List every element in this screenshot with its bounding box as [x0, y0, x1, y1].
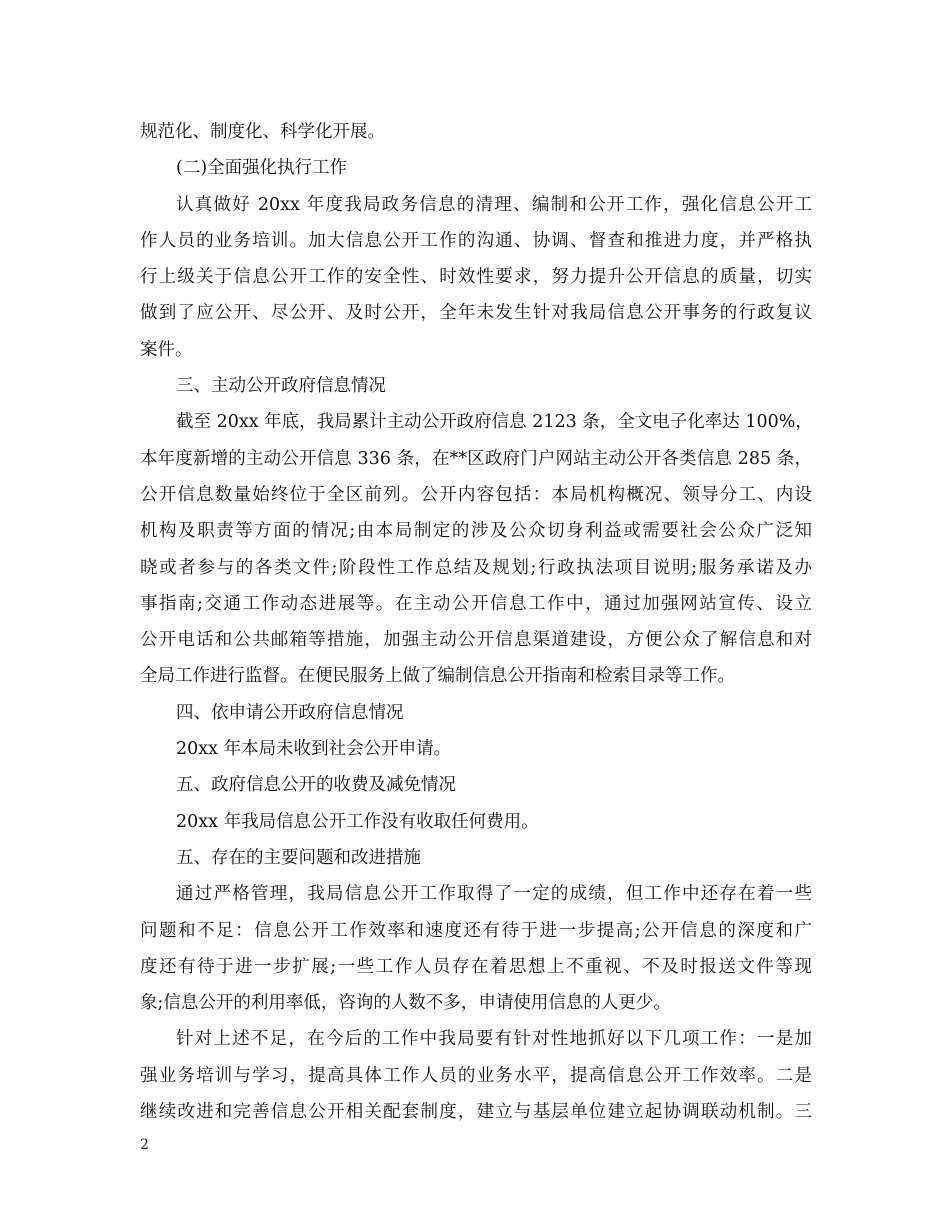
text-line: 继续改进和完善信息公开相关配套制度，建立与基层单位建立起协调联动机制。三 — [140, 1102, 812, 1123]
text-line: 作人员的业务培训。加大信息公开工作的沟通、协调、督查和推进力度，并严格执 — [140, 230, 812, 251]
text-line: 全局工作进行监督。在便民服务上做了编制信息公开指南和检索目录等工作。 — [140, 666, 735, 687]
text-line: 针对上述不足，在今后的工作中我局要有针对性地抓好以下几项工作：一是加 — [176, 1029, 812, 1050]
text-line: 五、政府信息公开的收费及减免情况 — [176, 775, 456, 796]
text-line: 度还有待于进一步扩展;一些工作人员存在着思想上不重视、不及时报送文件等现 — [140, 956, 812, 977]
text-line: 20xx 年我局信息公开工作没有收取任何费用。 — [176, 811, 539, 832]
text-line: 四、依申请公开政府信息情况 — [176, 702, 404, 723]
text-line: 行上级关于信息公开工作的安全性、时效性要求，努力提升公开信息的质量，切实 — [140, 267, 812, 288]
text-line: 公开电话和公共邮箱等措施，加强主动公开信息渠道建设，方便公众了解信息和对 — [140, 630, 812, 651]
text-line: 问题和不足：信息公开工作效率和速度还有待于进一步提高;公开信息的深度和广 — [140, 920, 812, 941]
text-line: 截至 20xx 年底，我局累计主动公开政府信息 2123 条，全文电子化率达 100%， — [176, 412, 813, 433]
text-line: 做到了应公开、尽公开、及时公开，全年未发生针对我局信息公开事务的行政复议 — [140, 303, 812, 324]
text-line: 20xx 年本局未收到社会公开申请。 — [176, 739, 452, 760]
text-line: 通过严格管理，我局信息公开工作取得了一定的成绩，但工作中还存在着一些 — [176, 884, 812, 905]
text-line: 案件。 — [140, 339, 193, 360]
page-number: 2 — [140, 1137, 149, 1153]
body-text — [140, 114, 812, 1130]
text-line: 五、存在的主要问题和改进措施 — [176, 847, 421, 868]
text-line: 规范化、制度化、科学化开展。 — [140, 122, 385, 142]
text-line: 三、主动公开政府信息情况 — [176, 376, 386, 397]
text-line: 强业务培训与学习，提高具体工作人员的业务水平，提高信息公开工作效率。二是 — [140, 1065, 812, 1086]
text-line: 晓或者参与的各类文件;阶段性工作总结及规划;行政执法项目说明;服务承诺及办 — [140, 557, 812, 578]
text-line: 机构及职责等方面的情况;由本局制定的涉及公众切身利益或需要社会公众广泛知 — [140, 521, 812, 542]
text-line: 认真做好 20xx 年度我局政务信息的清理、编制和公开工作，强化信息公开工 — [176, 194, 812, 215]
text-line: 象;信息公开的利用率低，咨询的人数不多，申请使用信息的人更少。 — [140, 993, 671, 1014]
text-line: 公开信息数量始终位于全区前列。公开内容包括：本局机构概况、领导分工、内设 — [140, 484, 812, 505]
text-line: 事指南;交通工作动态进展等。在主动公开信息工作中，通过加强网站宣传、设立 — [140, 593, 812, 614]
text-line: (二)全面强化执行工作 — [176, 158, 348, 179]
text-line: 本年度新增的主动公开信息 336 条，在**区政府门户网站主动公开各类信息 285 条， — [140, 448, 812, 469]
